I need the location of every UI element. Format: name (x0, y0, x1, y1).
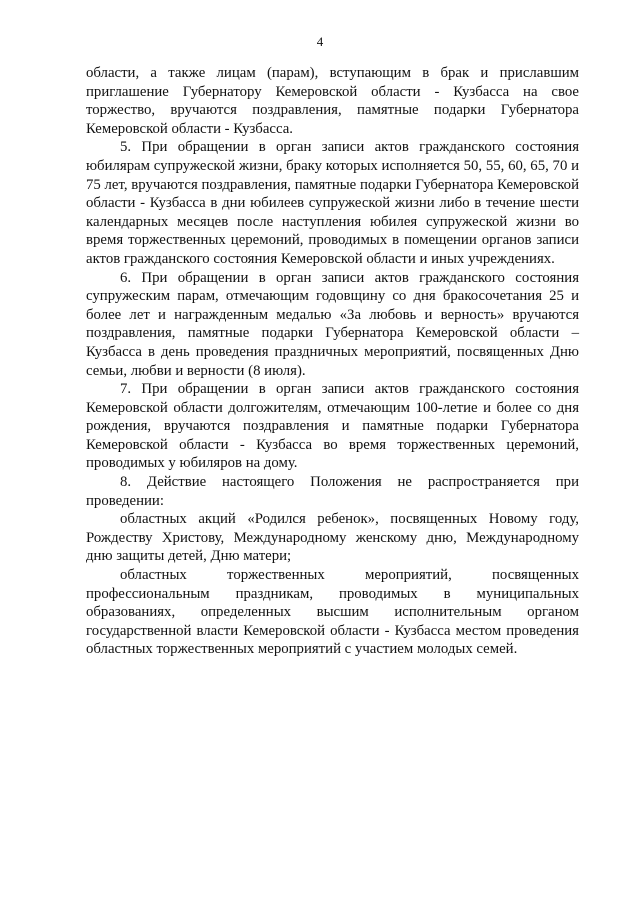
paragraph-continuation: области, а также лицам (парам), вступающим в брак и приславшим приглашение Губернатору Кемеровской области - Кузбасса на свое торжество, вручаются поздравления, памятные подарки Губернатора Кемеровской области - Кузбасса. (86, 65, 579, 137)
page-number: 4 (316, 34, 324, 49)
document-body (86, 64, 579, 659)
paragraph-item-7: 7. При обращении в орган записи актов гражданского состояния Кемеровской области долгожителям, отмечающим 100-летие и более со дня рождения, вручаются поздравления и памятные подарки Губернатора Кемеровской области - Кузбасса во время торжественных церемоний, проводимых у юбиляров на дому. (86, 381, 579, 472)
paragraph-item-5: 5. При обращении в орган записи актов гражданского состояния юбилярам супружеской жизни, браку которых исполняется 50, 55, 60, 65, 70 и 75 лет, вручаются поздравления, памятные подарки Губернатора Кемеровской области - Кузбасса в дни юбилеев супружеской жизни либо в течение шести календарных месяцев после наступления юбилея супружеской жизни во время торжественных церемоний, проводимых в помещении органов записи актов гражданского состояния Кемеровской области и иных учреждениях. (86, 139, 579, 267)
paragraph-item-6: 6. При обращении в орган записи актов гражданского состояния супружеским парам, отмечающим годовщину со дня бракосочетания 25 и более лет и награжденным медалью «За любовь и верность» вручаются поздравления, памятные подарки Губернатора Кемеровской области – Кузбасса в день проведения праздничных мероприятий, посвященных Дню семьи, любви и верности (8 июля). (86, 269, 579, 379)
paragraph-item-8-sub-1: областных акций «Родился ребенок», посвященных Новому году, Рождеству Христову, Международному женскому дню, Международному дню защиты детей, Дню матери; (86, 511, 579, 565)
paragraph-item-8: 8. Действие настоящего Положения не распространяется при проведении: (86, 474, 579, 509)
paragraph-item-8-sub-2: областных торжественных мероприятий, посвященных профессиональным праздникам, проводимых в муниципальных образованиях, определенных высшим исполнительным органом государственной власти Кемеровской области - Кузбасса местом проведения областных торжественных мероприятий с участием молодых семей. (86, 567, 579, 658)
